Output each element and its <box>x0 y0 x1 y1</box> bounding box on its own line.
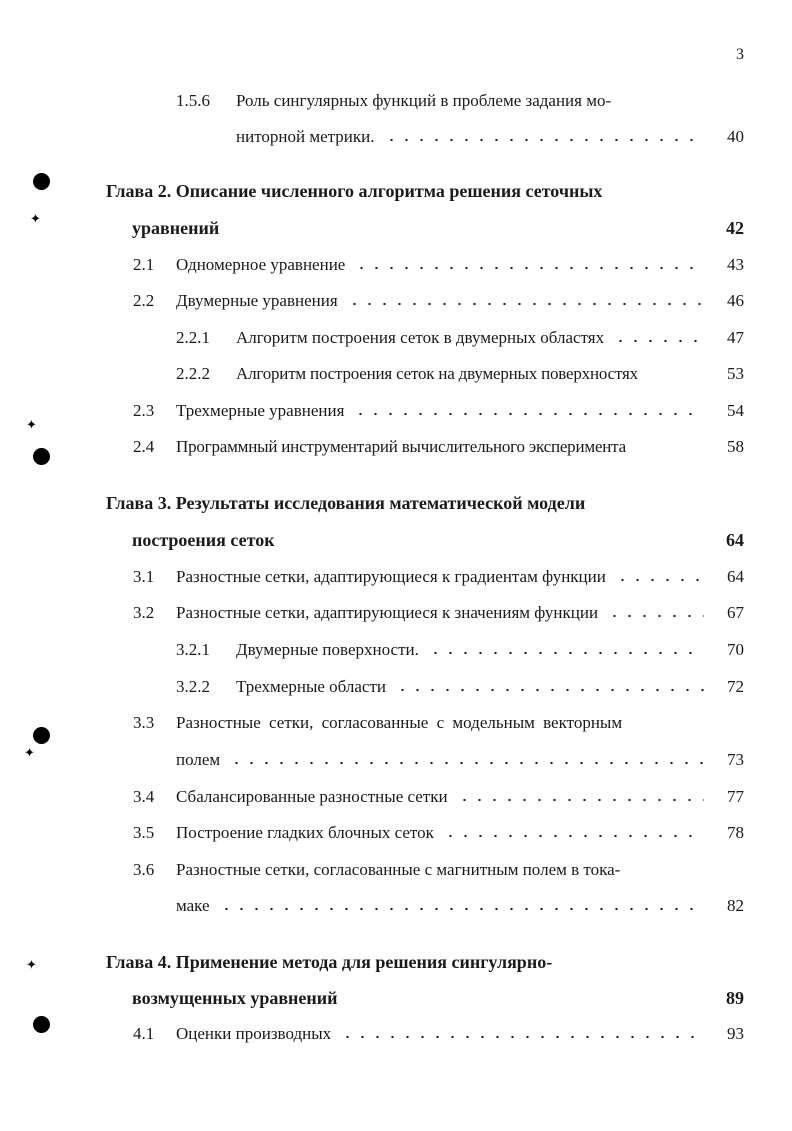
toc-entry-continuation <box>0 745 792 772</box>
page-ref: 64 <box>726 530 744 550</box>
toc-entry-continuation <box>0 125 792 149</box>
page-ref: 78 <box>727 823 744 842</box>
section-title: Трехмерные уравнения <box>176 401 345 420</box>
dot-leader <box>424 638 704 662</box>
chapter-heading-continuation <box>0 528 792 552</box>
chapter-heading <box>0 950 792 974</box>
dot-leader <box>336 1022 704 1046</box>
dot-leader <box>380 125 705 149</box>
section-title: полем <box>176 750 221 769</box>
section-number: 3.2.2 <box>176 677 210 696</box>
ink-spot: ✦ <box>26 957 37 972</box>
page-ref: 73 <box>727 750 744 769</box>
page-ref: 72 <box>727 677 744 696</box>
section-number: 2.2.1 <box>176 328 210 347</box>
page-ref: 54 <box>727 401 744 420</box>
section-title: Двумерные уравнения <box>176 291 338 310</box>
section-title: Трехмерные области <box>236 677 387 696</box>
chapter-heading-continuation <box>0 986 792 1010</box>
ink-spot: ✦ <box>24 745 35 760</box>
section-number: 2.4 <box>133 437 155 456</box>
section-title: ниторной метрики. <box>236 127 375 146</box>
toc-entry <box>0 675 792 699</box>
toc-entry <box>0 362 792 386</box>
dot-leader <box>391 675 704 699</box>
dot-leader <box>453 785 704 809</box>
section-title: Алгоритм построения сеток в двумерных областях <box>236 328 605 347</box>
page-ref: 43 <box>727 255 744 274</box>
toc-entry <box>0 858 792 882</box>
section-title: Разностные сетки, согласованные с магнитным полем в тока- <box>176 860 621 879</box>
ink-spot: ✦ <box>26 417 37 432</box>
toc-entry <box>0 711 792 735</box>
section-number: 3.2 <box>133 603 155 622</box>
dot-leader <box>349 399 704 423</box>
toc-entry <box>0 785 792 809</box>
chapter-title: Глава 2. Описание численного алгоритма решения сеточных <box>106 181 603 201</box>
toc-entry <box>0 821 792 845</box>
toc-entry <box>0 1022 792 1046</box>
page-ref: 47 <box>727 328 744 347</box>
section-number: 2.2.2 <box>176 364 210 383</box>
toc-entry <box>0 565 792 589</box>
page-ref: 64 <box>727 567 744 586</box>
section-title: Разностные сетки, согласованные с модельным векторным <box>176 713 623 732</box>
chapter-title: возмущенных уравнений <box>132 988 338 1008</box>
section-title: Оценки производных <box>176 1024 332 1043</box>
page-ref: 93 <box>727 1024 744 1043</box>
page-ref: 40 <box>727 127 744 146</box>
section-title: Сбалансированные разностные сетки <box>176 787 448 806</box>
dot-leader <box>439 821 704 845</box>
toc-entry <box>0 435 792 459</box>
toc-entry <box>0 601 792 625</box>
page-ref: 53 <box>727 364 744 383</box>
section-title: Двумерные поверхности. <box>236 640 419 659</box>
section-title: Роль сингулярных функций в проблеме задания мо- <box>236 91 612 110</box>
toc-entry <box>0 253 792 277</box>
section-title: Одномерное уравнение <box>176 255 346 274</box>
section-number: 2.2 <box>133 291 155 310</box>
section-title: Алгоритм построения сеток на двумерных поверхностях <box>236 364 638 383</box>
toc-entry <box>0 326 792 350</box>
toc-entry <box>0 289 792 313</box>
chapter-title: Глава 4. Применение метода для решения сингулярно- <box>106 952 553 972</box>
chapter-heading-continuation <box>0 216 792 240</box>
section-number: 3.6 <box>133 860 155 879</box>
chapter-title: уравнений <box>132 218 220 238</box>
chapter-title: Глава 3. Результаты исследования математической модели <box>106 493 586 513</box>
dot-leader <box>343 289 704 313</box>
page-number: 3 <box>736 46 744 63</box>
dot-leader <box>225 748 704 772</box>
section-number: 3.4 <box>133 787 155 806</box>
section-number: 1.5.6 <box>176 91 210 110</box>
toc-entry <box>0 399 792 423</box>
section-title: маке <box>176 896 210 915</box>
section-number: 3.1 <box>133 567 155 586</box>
toc-entry <box>0 638 792 662</box>
page-ref: 46 <box>727 291 744 310</box>
dot-leader <box>350 253 704 277</box>
ink-spot: ✦ <box>30 211 41 226</box>
dot-leader <box>215 894 704 918</box>
section-number: 2.3 <box>133 401 155 420</box>
toc-entry-continuation <box>0 894 792 918</box>
chapter-heading <box>0 491 792 515</box>
page-ref: 82 <box>727 896 744 915</box>
section-number: 3.5 <box>133 823 155 842</box>
page-ref: 77 <box>727 787 744 806</box>
section-number: 3.3 <box>133 713 155 732</box>
section-title: Разностные сетки, адаптирующиеся к градиентам функции <box>176 567 606 586</box>
section-number: 4.1 <box>133 1024 155 1043</box>
page-ref: 58 <box>727 437 744 456</box>
chapter-title: построения сеток <box>132 530 275 550</box>
section-number: 3.2.1 <box>176 640 210 659</box>
section-title: Построение гладких блочных сеток <box>176 823 434 842</box>
section-number: 2.1 <box>133 255 155 274</box>
page-ref: 67 <box>727 603 744 622</box>
chapter-heading <box>0 179 792 203</box>
section-title: Программный инструментарий вычислительного эксперимента <box>176 437 626 456</box>
page-ref: 70 <box>727 640 744 659</box>
section-title: Разностные сетки, адаптирующиеся к значениям функции <box>176 603 599 622</box>
page-ref: 89 <box>726 988 744 1008</box>
toc-entry <box>0 89 792 113</box>
page-ref: 42 <box>726 218 744 238</box>
